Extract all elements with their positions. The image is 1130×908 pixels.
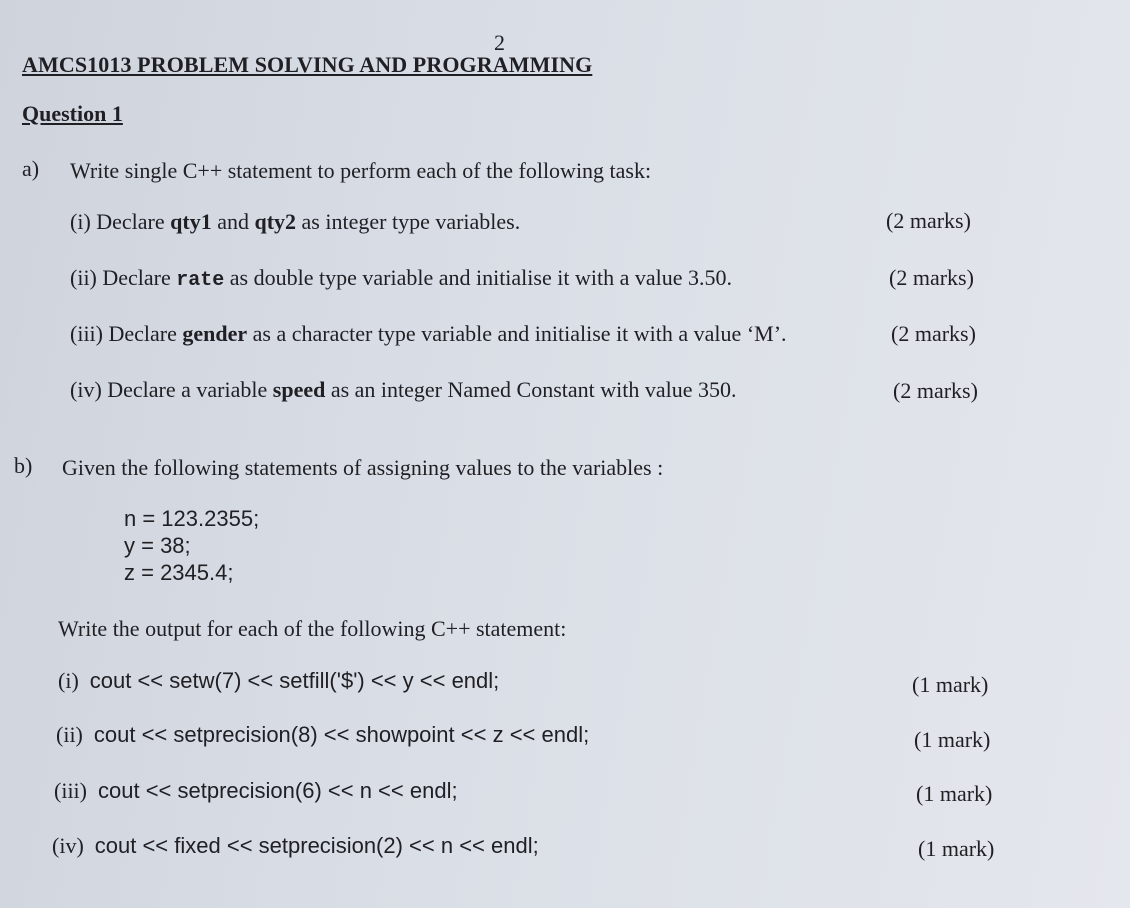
part-a-item-4: (iv) Declare a variable speed as an integer Named Constant with value 350. xyxy=(70,377,737,402)
statement-4-code: cout << fixed << setprecision(2) << n << endl; xyxy=(94,833,539,858)
part-a-item-1-marks: (2 marks) xyxy=(886,208,971,233)
statement-1-marks: (1 mark) xyxy=(912,672,989,697)
part-b-label: b) xyxy=(14,453,33,478)
part-a-item-2: (ii) Declare rate as double type variable and initialise it with a value 3.50. xyxy=(70,265,732,292)
statement-4-marks: (1 mark) xyxy=(918,836,995,861)
var-speed: speed xyxy=(272,377,326,402)
question-title: Question 1 xyxy=(22,101,123,126)
statement-3-marks: (1 mark) xyxy=(916,781,993,806)
assignment-y: y = 38; xyxy=(124,533,191,558)
page-number: 2 xyxy=(494,30,505,55)
statement-2-code: cout << setprecision(8) << showpoint << z << endl; xyxy=(93,722,590,747)
course-title: AMCS1013 PROBLEM SOLVING AND PROGRAMMING xyxy=(22,52,593,77)
assignment-z: z = 2345.4; xyxy=(124,560,234,585)
output-prompt: Write the output for each of the following C++ statement: xyxy=(58,616,567,641)
part-a-item-4-marks: (2 marks) xyxy=(893,378,978,403)
part-a-label: a) xyxy=(22,156,40,181)
var-gender: gender xyxy=(182,321,248,346)
statement-1-code: cout << setw(7) << setfill('$') << y << endl; xyxy=(89,668,500,693)
statement-2: (ii) cout << setprecision(8) << showpoint << z << endl; xyxy=(56,722,590,747)
part-a-item-1: (i) Declare qty1 and qty2 as integer type variables. xyxy=(70,209,521,234)
part-a-item-2-marks: (2 marks) xyxy=(889,265,974,290)
statement-3-code: cout << setprecision(6) << n << endl; xyxy=(98,778,458,803)
part-a-item-3: (iii) Declare gender as a character type variable and initialise it with a value ‘M’. xyxy=(70,321,787,346)
statement-1: (i) cout << setw(7) << setfill('$') << y << endl; xyxy=(58,668,500,693)
statement-4: (iv) cout << fixed << setprecision(2) << n << endl; xyxy=(52,833,539,858)
assignment-n: n = 123.2355; xyxy=(124,506,260,531)
statement-3: (iii) cout << setprecision(6) << n << endl; xyxy=(54,778,458,803)
statement-2-marks: (1 mark) xyxy=(914,727,991,752)
part-a-intro: Write single C++ statement to perform each of the following task: xyxy=(70,158,652,183)
var-qty2: qty2 xyxy=(254,209,297,234)
var-qty1: qty1 xyxy=(170,209,212,234)
part-a-item-3-marks: (2 marks) xyxy=(891,321,976,346)
part-b-intro: Given the following statements of assigning values to the variables : xyxy=(62,455,664,480)
var-rate: rate xyxy=(176,269,225,292)
